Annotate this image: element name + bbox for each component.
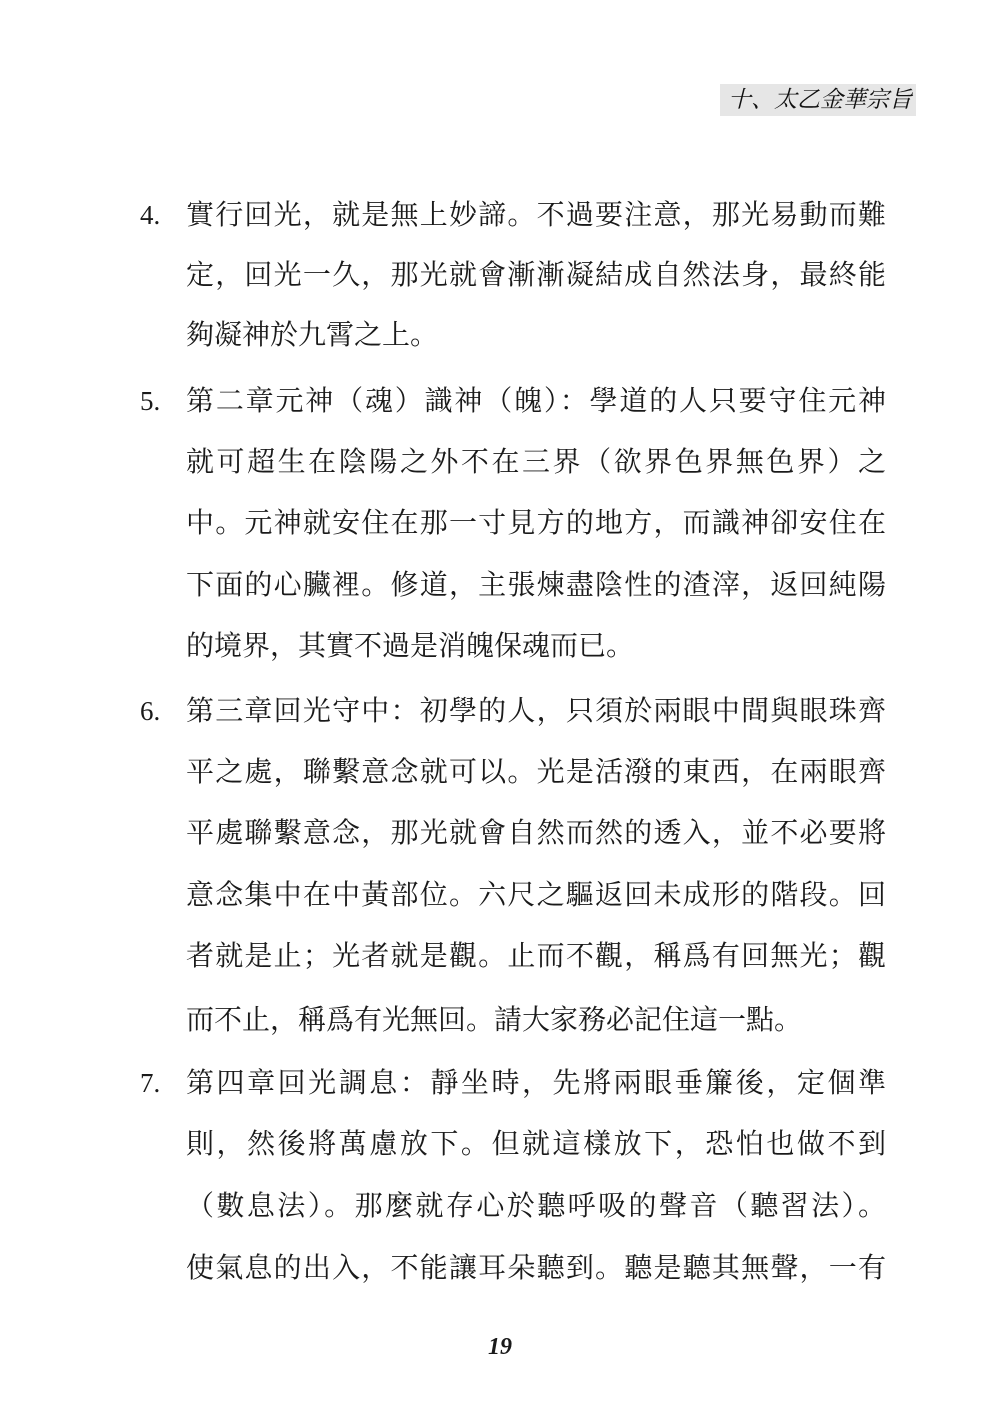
text-line: 平處聯繫意念，那光就會自然而然的透入，並不必要將 — [186, 816, 886, 849]
item-number: 4. — [140, 200, 161, 230]
text-line: 中。元神就安住在那一寸見方的地方，而識神卻安住在 — [186, 506, 886, 539]
text-line: 使氣息的出入，不能讓耳朵聽到。聽是聽其無聲，一有 — [186, 1251, 886, 1284]
text-line: 的境界，其實不過是消魄保魂而已。 — [186, 629, 635, 662]
text-line: 第三章回光守中：初學的人，只須於兩眼中間與眼珠齊 — [186, 694, 886, 727]
item-number: 5. — [140, 386, 161, 416]
text-line: 下面的心臟裡。修道，主張煉盡陰性的渣滓，返回純陽 — [186, 568, 886, 601]
text-line: （數息法）。那麼就存心於聽呼吸的聲音（聽習法）。 — [186, 1189, 886, 1222]
text-line: 平之處，聯繫意念就可以。光是活潑的東西，在兩眼齊 — [186, 755, 886, 788]
text-line: 第四章回光調息：靜坐時，先將兩眼垂簾後，定個準 — [186, 1066, 886, 1099]
item-number: 6. — [140, 696, 161, 726]
text-line: 意念集中在中黃部位。六尺之驅返回未成形的階段。回 — [186, 878, 886, 911]
text-line: 而不止，稱爲有光無回。請大家務必記住這一點。 — [186, 1003, 803, 1036]
text-line: 者就是止；光者就是觀。止而不觀，稱爲有回無光；觀 — [186, 939, 886, 972]
page-number: 19 — [488, 1334, 512, 1360]
running-header: 十、太乙金華宗旨 — [720, 84, 916, 116]
text-line: 定，回光一久，那光就會漸漸凝結成自然法身，最終能 — [186, 258, 886, 291]
text-line: 夠凝神於九霄之上。 — [186, 318, 439, 351]
text-line: 則，然後將萬慮放下。但就這樣放下，恐怕也做不到 — [186, 1127, 886, 1160]
text-line: 就可超生在陰陽之外不在三界（欲界色界無色界）之 — [186, 445, 886, 478]
text-line: 第二章元神（魂）識神（魄）：學道的人只要守住元神 — [186, 384, 886, 417]
text-line: 實行回光，就是無上妙諦。不過要注意，那光易動而難 — [186, 198, 886, 231]
item-number: 7. — [140, 1068, 161, 1098]
